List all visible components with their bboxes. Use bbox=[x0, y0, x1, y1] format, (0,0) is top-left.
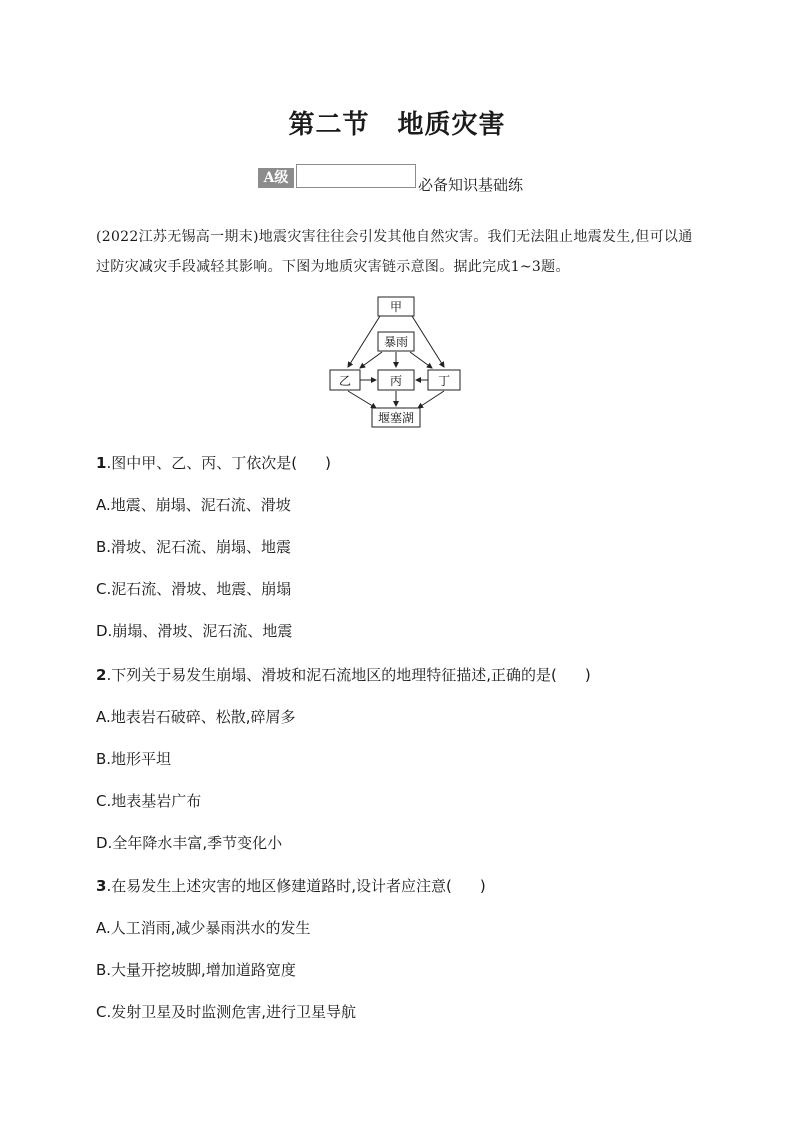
option-3c: C.发射卫星及时监测危害,进行卫星导航 bbox=[96, 1003, 357, 1021]
question-number: 3 bbox=[96, 877, 107, 895]
option-1c: C.泥石流、滑坡、地震、崩塌 bbox=[96, 580, 292, 598]
option-2b: B.地形平坦 bbox=[96, 750, 172, 768]
level-box bbox=[296, 164, 416, 188]
option-1d: D.崩塌、滑坡、泥石流、地震 bbox=[96, 622, 293, 640]
question-stem: .下列关于易发生崩塌、滑坡和泥石流地区的地理特征描述,正确的是( bbox=[106, 666, 557, 684]
question-number: 2 bbox=[96, 666, 107, 684]
question-close: ) bbox=[325, 454, 331, 472]
node-bing: 丙 bbox=[389, 374, 403, 388]
question-2 bbox=[96, 664, 591, 685]
question-3 bbox=[96, 875, 486, 896]
level-badge: A级 bbox=[258, 168, 294, 188]
node-yi: 乙 bbox=[338, 374, 352, 388]
node-ding: 丁 bbox=[437, 374, 451, 388]
level-label: 必备知识基础练 bbox=[418, 176, 524, 194]
option-2d: D.全年降水丰富,季节变化小 bbox=[96, 834, 283, 852]
node-jia: 甲 bbox=[389, 300, 403, 314]
section-name: 地质灾害 bbox=[397, 110, 506, 140]
section-number: 第二节 bbox=[288, 110, 370, 140]
question-1 bbox=[96, 452, 331, 473]
option-3b: B.大量开挖坡脚,增加道路宽度 bbox=[96, 961, 296, 979]
option-1a: A.地震、崩塌、泥石流、滑坡 bbox=[96, 496, 291, 514]
option-2c: C.地表基岩广布 bbox=[96, 792, 202, 810]
option-2a: A.地表岩石破碎、松散,碎屑多 bbox=[96, 708, 296, 726]
question-stem: .在易发生上述灾害的地区修建道路时,设计者应注意( bbox=[106, 877, 452, 895]
node-baoyu: 暴雨 bbox=[383, 335, 409, 349]
question-number: 1 bbox=[96, 454, 107, 472]
page-title bbox=[0, 104, 794, 141]
disaster-chain-diagram bbox=[326, 296, 466, 430]
node-yansaihu: 堰塞湖 bbox=[377, 411, 415, 425]
question-close: ) bbox=[479, 877, 486, 895]
option-1b: B.滑坡、泥石流、崩塌、地震 bbox=[96, 538, 292, 556]
question-close: ) bbox=[584, 666, 591, 684]
intro-paragraph: (2022江苏无锡高一期末)地震灾害往往会引发其他自然灾害。我们无法阻止地震发生,但可以通过防灾减灾手段减轻其影响。下图为地质灾害链示意图。据此完成1~3题。 bbox=[96, 229, 693, 275]
question-stem: .图中甲、乙、丙、丁依次是( bbox=[106, 454, 298, 472]
option-3a: A.人工消雨,减少暴雨洪水的发生 bbox=[96, 919, 311, 937]
